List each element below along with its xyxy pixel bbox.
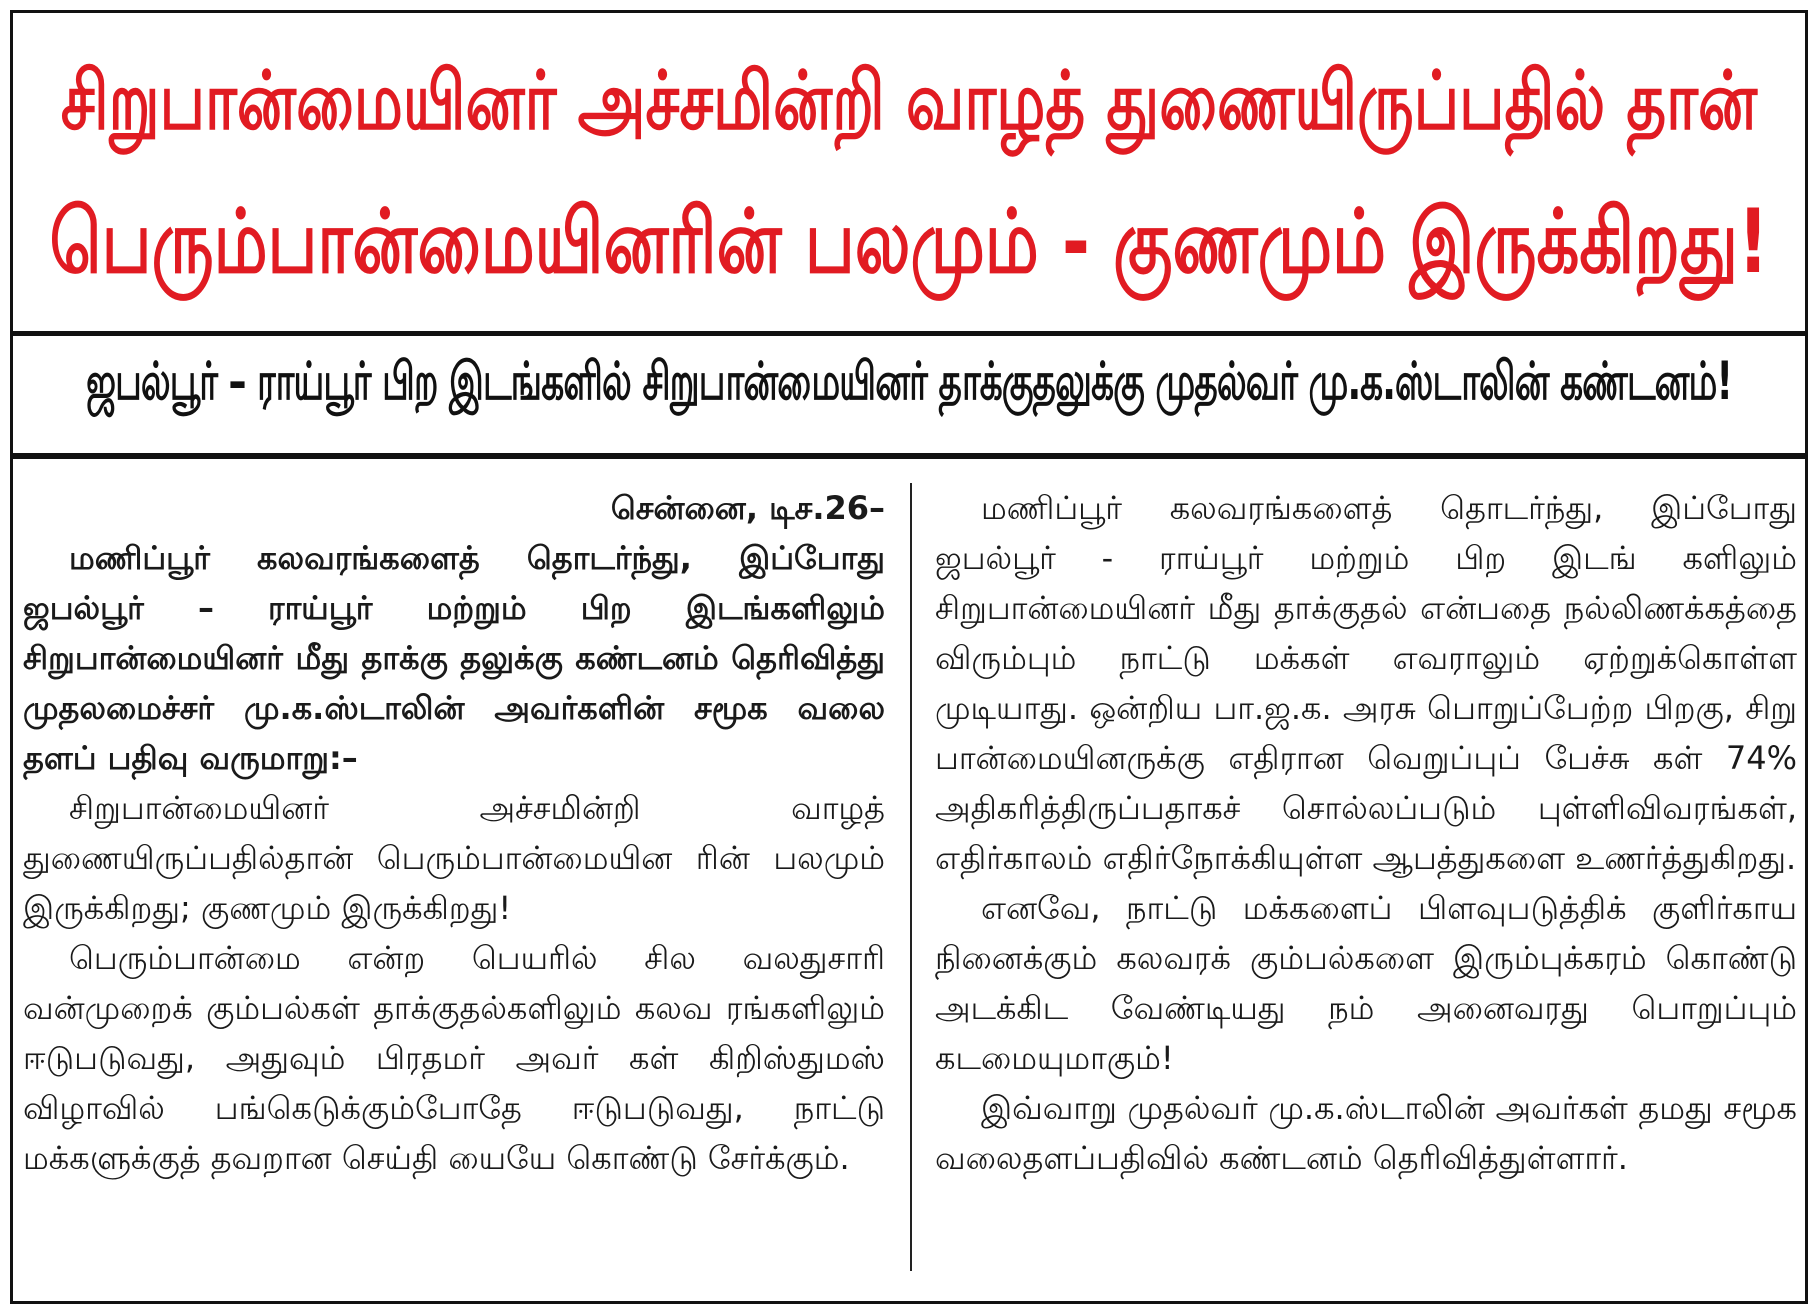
- right-paragraph-3: இவ்வாறு முதல்வர் மு.க.ஸ்டாலின் அவர்கள் தமது சமூக வலைதளப்பதிவில் கண்டனம் தெரிவித்துள்ளார்.: [935, 1089, 1797, 1177]
- subheadline-divider: [13, 453, 1805, 459]
- intro-paragraph: மணிப்பூர் கலவரங்களைத் தொடர்ந்து, இப்போது ஜபல்பூர் – ராய்பூர் மற்றும் பிற இடங்களிலும் சிறுபான்மையினர் மீது தாக்கு தலுக்கு கண்டனம் தெரிவித்து முதலமைச்சர் மு.க.ஸ்டாலின் அவர்களின் சமூக வலை தளப் பதிவு வருமாறு:–: [23, 539, 885, 777]
- news-clipping: [10, 10, 1808, 1304]
- headline-line-2: பெரும்பான்மையினரின் பலமும் - குணமும் இருக்கிறது!: [49, 190, 1769, 294]
- dateline: சென்னை, டிச.26–: [610, 489, 885, 527]
- headline-divider: [13, 331, 1805, 336]
- right-paragraph-2: எனவே, நாட்டு மக்களைப் பிளவுபடுத்திக் குளிர்காய நினைக்கும் கலவரக் கும்பல்களை இரும்புக்கரம் கொண்டு அடக்கிட வேண்டியது நம் அனைவரது பொறுப்பும் கடமையுமாகும்!: [935, 889, 1797, 1077]
- column-divider: [910, 483, 912, 1271]
- quote-paragraph-2: பெரும்பான்மை என்ற பெயரில் சில வலதுசாரி வன்முறைக் கும்பல்கள் தாக்குதல்களிலும் கலவ ரங்களிலும் ஈடுபடுவது, அதுவும் பிரதமர் அவர் கள் கிறிஸ்துமஸ் விழாவில் பங்கெடுக்கும்போதே ஈடுபடுவது, நாட்டு மக்களுக்குத் தவறான செய்தி யையே கொண்டு சேர்க்கும்.: [23, 939, 885, 1177]
- right-column: [935, 483, 1797, 1281]
- quote-paragraph-1: சிறுபான்மையினர் அச்சமின்றி வாழத் துணையிருப்பதில்தான் பெரும்பான்மையின ரின் பலமும் இருக்கிறது; குணமும் இருக்கிறது!: [23, 789, 885, 927]
- right-paragraph-1: மணிப்பூர் கலவரங்களைத் தொடர்ந்து, இப்போது ஜபல்பூர் - ராய்பூர் மற்றும் பிற இடங் களிலும் சிறுபான்மையினர் மீது தாக்குதல் என்பதை நல்லிணக்கத்தை விரும்பும் நாட்டு மக்கள் எவராலும் ஏற்றுக்கொள்ள முடியாது. ஒன்றிய பா.ஜ.க. அரசு பொறுப்பேற்ற பிறகு, சிறு பான்மையினருக்கு எதிரான வெறுப்புப் பேச்சு கள் 74% அதிகரித்திருப்பதாகச் சொல்லப்படும் புள்ளிவிவரங்கள், எதிர்காலம் எதிர்நோக்கியுள்ள ஆபத்துகளை உணர்த்துகிறது.: [935, 489, 1797, 877]
- headline-line-1: சிறுபான்மையினர் அச்சமின்றி வாழத் துணையிருப்பதில் தான்: [60, 54, 1758, 149]
- left-column: [23, 483, 885, 1281]
- headline-box: [13, 13, 1805, 335]
- subheadline: ஜபல்பூர் – ராய்பூர் பிற இடங்களில் சிறுபான்மையினர் தாக்குதலுக்கு முதல்வர் மு.க.ஸ்டாலின் கண்டனம்!: [86, 352, 1732, 413]
